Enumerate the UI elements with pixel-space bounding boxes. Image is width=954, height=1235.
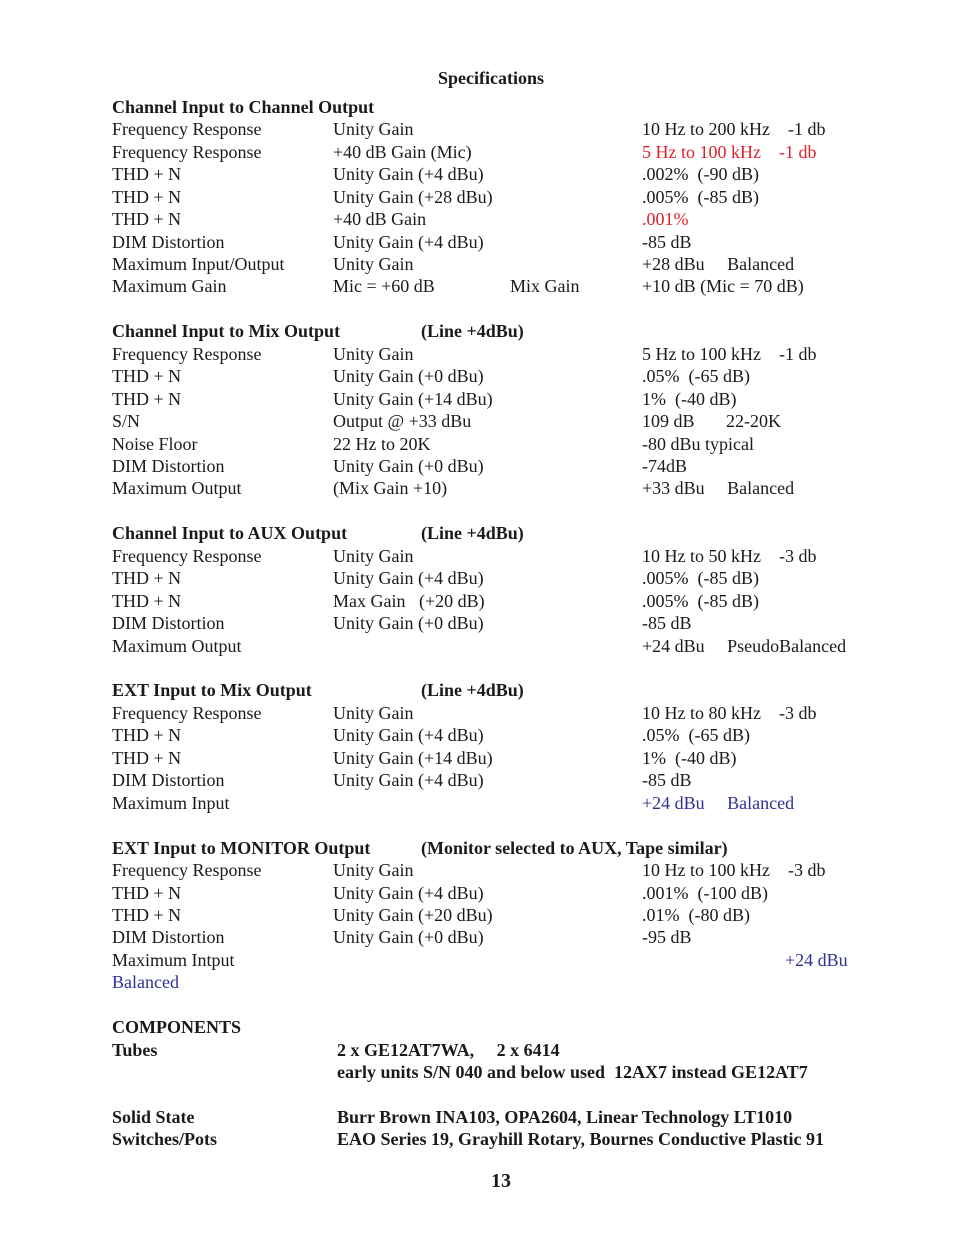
spec-value: +10 dB (Mic = 70 dB) <box>642 276 804 296</box>
spec-value: .05% (-65 dB) <box>642 725 750 745</box>
spec-value: +24 dBu PseudoBalanced <box>642 636 847 656</box>
spec-value: .01% (-80 dB) <box>642 905 750 925</box>
spec-value: 10 Hz to 50 kHz -3 db <box>642 546 817 566</box>
section-heading: EXT Input to Mix Output <box>112 680 312 700</box>
spec-row-wrap <box>0 971 954 993</box>
spec-param: THD + N <box>112 748 182 768</box>
section-heading: Channel Input to Mix Output <box>112 321 341 341</box>
spec-condition: (Mix Gain +10) <box>333 478 448 498</box>
spec-row <box>0 388 954 410</box>
spec-param: THD + N <box>112 883 182 903</box>
spec-value: 1% (-40 dB) <box>642 389 737 409</box>
section-note: (Line +4dBu) <box>421 680 524 700</box>
spec-param: S/N <box>112 411 141 431</box>
spec-param: THD + N <box>112 187 182 207</box>
spec-param: THD + N <box>112 905 182 925</box>
spec-param: Frequency Response <box>112 546 262 566</box>
spec-value: -80 dBu typical <box>642 434 754 454</box>
spec-value: .005% (-85 dB) <box>642 187 759 207</box>
spec-condition: Unity Gain (+0 dBu) <box>333 456 484 476</box>
page-title: Specifications <box>438 68 544 88</box>
spec-value: +33 dBu Balanced <box>642 478 795 498</box>
spec-row <box>0 141 954 163</box>
spec-value: .001% (-100 dB) <box>642 883 768 903</box>
spec-param: Maximum Intput <box>112 950 235 970</box>
spec-condition: Output @ +33 dBu <box>333 411 472 431</box>
component-value: Burr Brown INA103, OPA2604, Linear Technology LT1010 <box>337 1107 793 1127</box>
spec-row <box>0 769 954 791</box>
spec-param: Frequency Response <box>112 142 262 162</box>
spec-condition: Unity Gain (+14 dBu) <box>333 389 493 409</box>
spec-row <box>0 702 954 724</box>
spec-param: Frequency Response <box>112 703 262 723</box>
spec-value: 5 Hz to 100 kHz -1 db <box>642 344 817 364</box>
spec-param: Frequency Response <box>112 344 262 364</box>
component-value: 2 x GE12AT7WA, 2 x 6414 <box>337 1040 560 1060</box>
spec-row <box>0 859 954 881</box>
spec-row <box>0 724 954 746</box>
spec-param: DIM Distortion <box>112 770 225 790</box>
spec-row <box>0 118 954 140</box>
spec-row <box>0 365 954 387</box>
spec-value: 10 Hz to 100 kHz -3 db <box>642 860 826 880</box>
spec-row <box>0 747 954 769</box>
component-label: Solid State <box>112 1107 195 1127</box>
spec-param: DIM Distortion <box>112 927 225 947</box>
spec-condition: 22 Hz to 20K <box>333 434 431 454</box>
spec-row <box>0 926 954 948</box>
spec-condition: Unity Gain <box>333 254 414 274</box>
spec-condition: Unity Gain (+14 dBu) <box>333 748 493 768</box>
spec-param: Maximum Input/Output <box>112 254 285 274</box>
spec-condition: Unity Gain (+0 dBu) <box>333 613 484 633</box>
spec-row <box>0 253 954 275</box>
spec-value: -85 dB <box>642 770 692 790</box>
spec-value: 109 dB 22-20K <box>642 411 781 431</box>
page-number: 13 <box>491 1170 511 1192</box>
spec-condition: Unity Gain (+0 dBu) <box>333 366 484 386</box>
spec-row <box>0 567 954 589</box>
spec-param: THD + N <box>112 568 182 588</box>
spec-condition: Mic = +60 dB <box>333 276 435 296</box>
spec-value: 10 Hz to 80 kHz -3 db <box>642 703 817 723</box>
spec-row <box>0 231 954 253</box>
spec-condition: Unity Gain <box>333 344 414 364</box>
spec-condition: Unity Gain <box>333 119 414 139</box>
spec-row <box>0 590 954 612</box>
section-note: (Line +4dBu) <box>421 321 524 341</box>
spec-param: DIM Distortion <box>112 613 225 633</box>
spec-condition: +40 dB Gain (Mic) <box>333 142 472 162</box>
components-heading: COMPONENTS <box>112 1017 242 1037</box>
component-row <box>0 1128 954 1150</box>
spec-row <box>0 904 954 926</box>
spec-value: .001% <box>642 209 689 229</box>
spec-value-wrap: Balanced <box>112 972 179 992</box>
spec-value: .005% (-85 dB) <box>642 568 759 588</box>
spec-row <box>0 163 954 185</box>
spec-row <box>0 343 954 365</box>
spec-value: 5 Hz to 100 kHz -1 db <box>642 142 817 162</box>
component-note: early units S/N 040 and below used 12AX7 instead GE12AT7 <box>337 1062 808 1082</box>
spec-condition: Unity Gain (+4 dBu) <box>333 770 484 790</box>
spec-condition: Unity Gain (+0 dBu) <box>333 927 484 947</box>
spec-param: DIM Distortion <box>112 232 225 252</box>
components-heading-row <box>0 1016 954 1038</box>
section-heading-row <box>0 320 954 342</box>
section-note: (Line +4dBu) <box>421 523 524 543</box>
section-heading: Channel Input to Channel Output <box>112 97 375 117</box>
spec-condition: Unity Gain (+4 dBu) <box>333 232 484 252</box>
spec-param: Maximum Input <box>112 793 230 813</box>
spec-param: THD + N <box>112 209 182 229</box>
spec-condition: Unity Gain (+28 dBu) <box>333 187 493 207</box>
spec-value: 1% (-40 dB) <box>642 748 737 768</box>
component-value: EAO Series 19, Grayhill Rotary, Bournes Conductive Plastic 91 <box>337 1129 824 1149</box>
section-heading-row <box>0 96 954 118</box>
spec-row <box>0 612 954 634</box>
spec-condition: Unity Gain (+4 dBu) <box>333 164 484 184</box>
spec-param: THD + N <box>112 164 182 184</box>
spec-row <box>0 186 954 208</box>
spec-row <box>0 410 954 432</box>
component-row <box>0 1039 954 1061</box>
spec-condition: Unity Gain (+20 dBu) <box>333 905 493 925</box>
spec-param: THD + N <box>112 366 182 386</box>
spec-row <box>0 949 954 971</box>
spec-condition: Unity Gain <box>333 703 414 723</box>
spec-condition: Unity Gain <box>333 546 414 566</box>
spec-row <box>0 477 954 499</box>
spec-row <box>0 433 954 455</box>
spec-row <box>0 208 954 230</box>
component-label: Switches/Pots <box>112 1129 217 1149</box>
spec-value: +24 dBu <box>785 950 848 970</box>
spec-value: .002% (-90 dB) <box>642 164 759 184</box>
spec-value: +28 dBu Balanced <box>642 254 795 274</box>
spec-param: Maximum Output <box>112 478 242 498</box>
section-heading: Channel Input to AUX Output <box>112 523 348 543</box>
spec-condition: Unity Gain <box>333 860 414 880</box>
component-label: Tubes <box>112 1040 158 1060</box>
section-heading-row <box>0 837 954 859</box>
component-row <box>0 1061 954 1083</box>
spec-row <box>0 792 954 814</box>
spec-condition: Unity Gain (+4 dBu) <box>333 725 484 745</box>
spec-condition: Max Gain (+20 dB) <box>333 591 485 611</box>
component-row <box>0 1106 954 1128</box>
spec-value: -74dB <box>642 456 687 476</box>
spec-row <box>0 635 954 657</box>
spec-row <box>0 275 954 297</box>
spec-row <box>0 882 954 904</box>
spec-condition: Unity Gain (+4 dBu) <box>333 568 484 588</box>
section-heading-row <box>0 522 954 544</box>
spec-value: -85 dB <box>642 232 692 252</box>
spec-value: .05% (-65 dB) <box>642 366 750 386</box>
spec-extra: Mix Gain <box>510 276 580 296</box>
spec-value: -95 dB <box>642 927 692 947</box>
spec-param: THD + N <box>112 725 182 745</box>
spec-condition: Unity Gain (+4 dBu) <box>333 883 484 903</box>
spec-param: Maximum Output <box>112 636 242 656</box>
spec-row <box>0 545 954 567</box>
spec-value: .005% (-85 dB) <box>642 591 759 611</box>
section-note: (Monitor selected to AUX, Tape similar) <box>421 838 728 858</box>
spec-param: THD + N <box>112 389 182 409</box>
spec-param: Frequency Response <box>112 860 262 880</box>
spec-param: Frequency Response <box>112 119 262 139</box>
spec-param: Noise Floor <box>112 434 198 454</box>
section-heading: EXT Input to MONITOR Output <box>112 838 371 858</box>
spec-param: DIM Distortion <box>112 456 225 476</box>
spec-param: THD + N <box>112 591 182 611</box>
spec-value: 10 Hz to 200 kHz -1 db <box>642 119 826 139</box>
spec-row <box>0 455 954 477</box>
spec-value: +24 dBu Balanced <box>642 793 795 813</box>
spec-param: Maximum Gain <box>112 276 227 296</box>
section-heading-row <box>0 679 954 701</box>
spec-condition: +40 dB Gain <box>333 209 427 229</box>
spec-value: -85 dB <box>642 613 692 633</box>
